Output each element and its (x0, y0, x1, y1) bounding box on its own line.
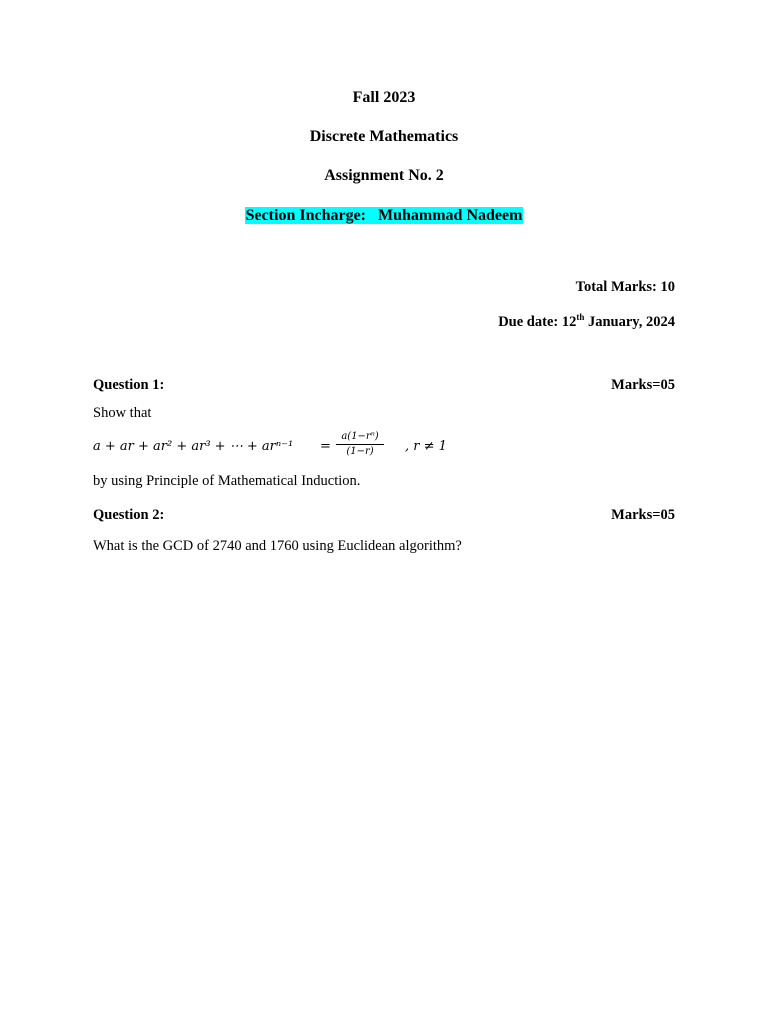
formula-fraction (336, 430, 384, 459)
formula-condition: , r ≠ 1 (405, 439, 447, 454)
section-incharge-line (0, 206, 768, 226)
course-title: Discrete Mathematics (309, 128, 459, 145)
question-2-text: What is the GCD of 2740 and 1760 using Euclidean algorithm? (93, 538, 462, 554)
due-date (498, 313, 675, 331)
question-1-outro: by using Principle of Mathematical Induction. (93, 473, 361, 489)
question-1-marks: Marks=05 (611, 377, 675, 393)
question-2-title: Question 2: (93, 507, 165, 523)
section-incharge-label: Section Incharge: (245, 207, 366, 224)
section-incharge-name: Muhammad Nadeem (378, 207, 523, 224)
formula-numerator: a(1−rⁿ) (336, 430, 384, 445)
due-date-suffix: January, 2024 (584, 314, 675, 330)
question-2-marks: Marks=05 (611, 507, 675, 523)
formula-lhs: a + ar + ar² + ar³ + ⋯ + arⁿ⁻¹ (93, 439, 294, 454)
question-1-intro: Show that (93, 405, 152, 421)
formula-equals: = (320, 439, 331, 454)
formula-denominator: (1−r) (346, 446, 374, 457)
term-heading: Fall 2023 (352, 89, 416, 106)
total-marks: Total Marks: 10 (575, 279, 675, 295)
due-date-superscript: th (576, 312, 585, 323)
assignment-title: Assignment No. 2 (324, 167, 444, 184)
section-incharge-highlight (245, 207, 524, 224)
question-1-title: Question 1: (93, 377, 165, 393)
due-date-prefix: Due date: 12 (498, 314, 577, 330)
